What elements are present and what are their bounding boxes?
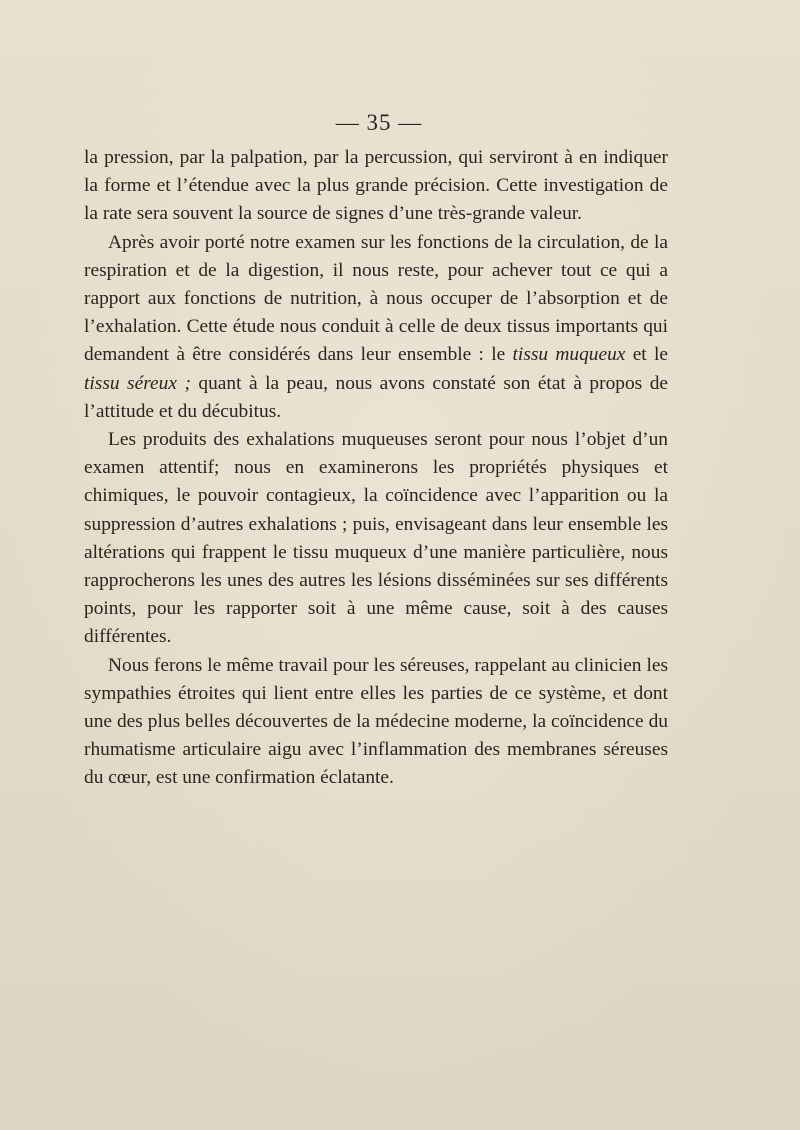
paragraph-1: la pression, par la palpation, par la percussion, qui serviront à en indiquer la forme et l’étendue avec la plus grande précision. Cette investigation de la rate sera souvent la source de signes d’une très-grande valeur. (84, 147, 668, 225)
term-tissu-muqueux: tissu muqueux (512, 344, 626, 366)
paragraph-4: Nous ferons le même travail pour les séreuses, rappelant au clinicien les sympathies étroites qui lient entre elles les parties de ce système, et dont une des plus belles découvertes de la médecine moderne, la coïncidence du rhumatisme articulaire aigu avec l’inflammation des membranes séreuses du cœur, est une confirmation éclatante. (84, 654, 668, 789)
body-text (84, 144, 668, 793)
paragraph-2-text-middle: et le (625, 344, 668, 366)
page-number: — 35 — (335, 110, 423, 135)
paragraph-2 (84, 229, 668, 426)
paragraph-3: Les produits des exhalations muqueuses seront pour nous l’objet d’un examen attentif; nous en examinerons les propriétés physiques et chimiques, le pouvoir contagieux, la coïncidence avec l’apparition ou la suppression d’autres exhalations ; puis, envisageant dans leur ensemble les altérations qui frappent le tissu muqueux d’une manière particulière, nous rapprocherons les unes des autres les lésions disséminées sur ses différents points, pour les rapporter soit à une même cause, soit à des causes différentes. (84, 429, 668, 648)
paragraph-2-text-end: quant à la peau, nous avons constaté son état à propos de l’attitude et du décubitus. (84, 372, 668, 422)
term-tissu-sereux: tissu séreux ; (84, 372, 191, 394)
paragraph-2-text-start: Après avoir porté notre examen sur les fonctions de la circulation, de la respiration et de la digestion, il nous reste, pour achever tout ce qui a rapport aux fonctions de nutrition, à nous occuper de l’absorption et de l’exhalation. Cette étude nous conduit à celle de deux tissus importants qui demandent à être considérés dans leur ensemble : le (84, 231, 668, 366)
